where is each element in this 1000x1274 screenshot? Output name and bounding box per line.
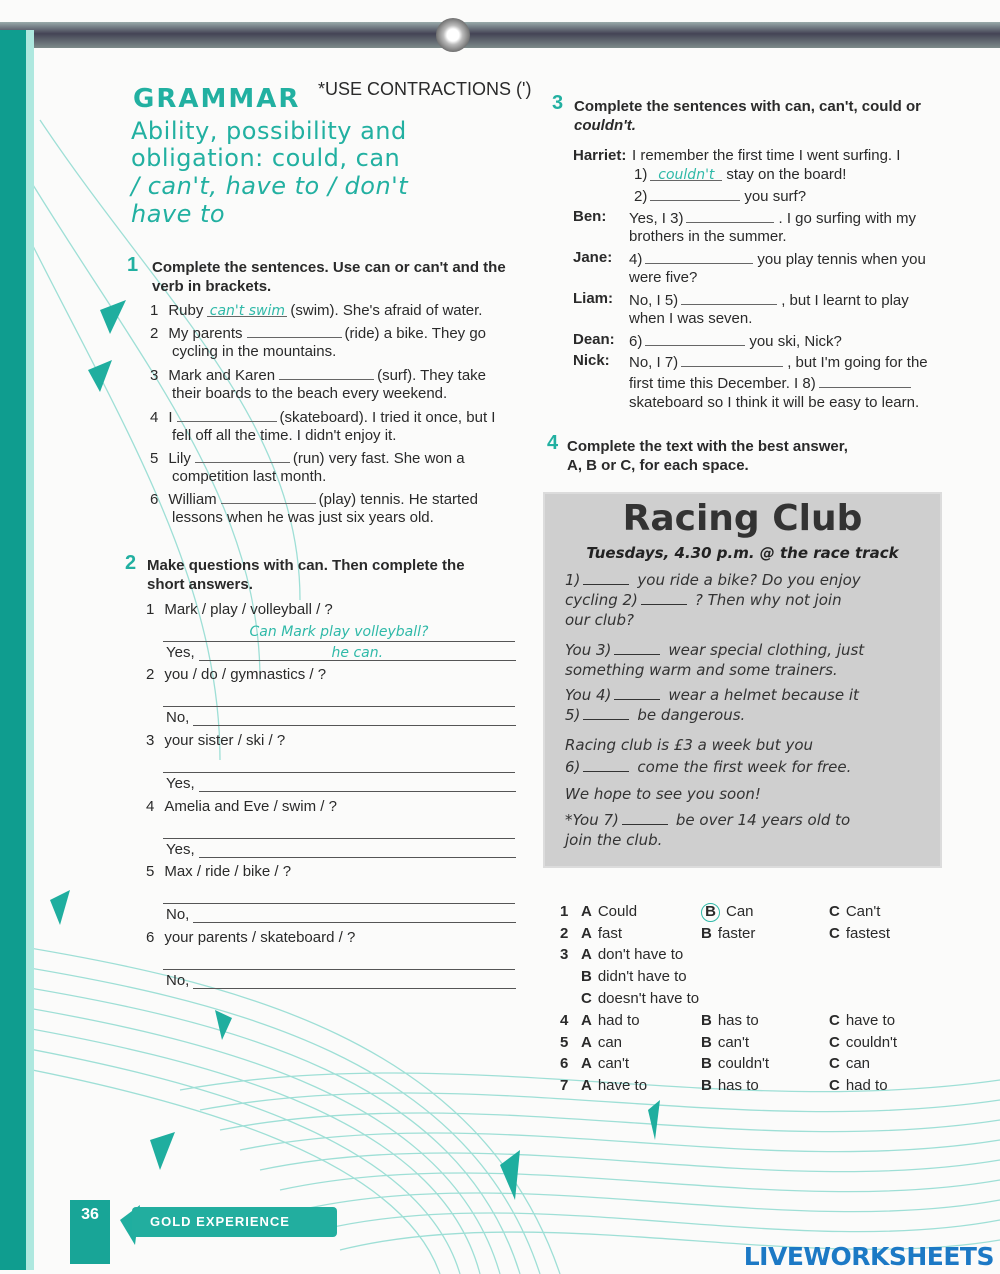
box-line xyxy=(565,828,665,852)
option-letter: B xyxy=(701,1077,712,1094)
option-letter: A xyxy=(581,1012,592,1029)
option-a[interactable] xyxy=(581,946,683,963)
answer-blank[interactable] xyxy=(681,351,783,367)
option-a[interactable] xyxy=(581,1012,640,1029)
item-text: (skateboard). I tried it once, but I xyxy=(279,409,496,426)
dialogue-line xyxy=(629,227,790,247)
option-b[interactable] xyxy=(701,1034,749,1051)
dialogue-text: were five? xyxy=(629,269,698,286)
option-b[interactable] xyxy=(701,1012,759,1029)
item-continuation: cycling in the mountains. xyxy=(172,343,337,360)
box-text-part: *You 7) xyxy=(565,811,619,829)
box-line xyxy=(565,658,841,682)
dialogue-line xyxy=(629,330,842,352)
instruction-line: Complete the sentences. Use can or can't and the xyxy=(152,259,506,276)
racing-club-box xyxy=(545,494,940,866)
option-a[interactable] xyxy=(581,925,622,942)
box-text-part: 5) xyxy=(565,706,581,724)
prompt-text: Max / ride / bike / ? xyxy=(164,863,292,880)
dialogue-line xyxy=(634,185,806,207)
dialogue-text: 2) xyxy=(634,188,648,205)
answer-blank[interactable] xyxy=(195,447,290,463)
dialogue-line xyxy=(629,309,755,329)
option-c[interactable] xyxy=(829,1055,870,1072)
option-letter: A xyxy=(581,1034,592,1051)
option-text: has to xyxy=(717,1077,759,1094)
answer-blank[interactable] xyxy=(645,330,745,346)
short-answer-row xyxy=(166,643,516,663)
short-answer-line[interactable] xyxy=(193,905,516,923)
dialogue-text: stay on the board! xyxy=(726,166,847,183)
question-answer-line[interactable] xyxy=(163,820,515,839)
item-number: 2 xyxy=(150,325,159,342)
item-text: William xyxy=(168,491,217,508)
short-prefix: No, xyxy=(166,972,190,989)
dialogue-text: first time this December. I 8) xyxy=(629,375,816,392)
option-letter: C xyxy=(829,1055,840,1072)
option-b[interactable] xyxy=(701,1077,759,1094)
box-text-part: something warm and some trainers. xyxy=(565,661,838,679)
short-answer-line[interactable] xyxy=(199,840,516,858)
box-text-part: cycling 2) xyxy=(565,591,638,609)
question-prompt xyxy=(146,665,326,685)
option-c[interactable] xyxy=(581,990,699,1007)
short-answer-line[interactable] xyxy=(199,774,516,792)
option-text: fastest xyxy=(845,925,891,942)
left-color-strip-light xyxy=(26,30,34,1270)
question-answer-line[interactable] xyxy=(163,623,515,642)
dialogue-text: brothers in the summer. xyxy=(629,228,787,245)
item-number: 4 xyxy=(146,798,155,815)
subtitle-line: have to xyxy=(131,200,226,228)
box-text-part: Racing club is £3 a week but you xyxy=(565,736,814,754)
dialogue-text: 4) xyxy=(629,251,643,268)
dialogue-text: No, I 7) xyxy=(629,354,679,371)
option-text: can't xyxy=(717,1034,750,1051)
option-text: faster xyxy=(717,925,756,942)
option-letter: B xyxy=(701,1034,712,1051)
box-line xyxy=(565,755,851,779)
item-number: 1 xyxy=(146,601,155,618)
option-letter: C xyxy=(829,925,840,942)
option-a[interactable] xyxy=(581,1077,647,1094)
item-continuation: competition last month. xyxy=(172,468,327,485)
answer-blank[interactable] xyxy=(614,642,660,655)
answer-blank[interactable] xyxy=(614,687,660,700)
short-answer-row xyxy=(166,774,516,794)
item-continuation: fell off all the time. I didn't enjoy it. xyxy=(172,427,397,444)
sentence-item xyxy=(150,447,520,469)
speaker-name: Jane: xyxy=(573,249,613,266)
option-text: Can't xyxy=(845,903,881,920)
box-title: Racing Club xyxy=(622,498,863,539)
dialogue-line xyxy=(629,393,922,413)
option-text: doesn't have to xyxy=(597,990,700,1007)
option-number: 7 xyxy=(560,1077,569,1094)
answer-blank[interactable] xyxy=(650,185,740,201)
dialogue-line xyxy=(629,351,928,373)
option-number: 6 xyxy=(560,1055,569,1072)
exercise-number: 2 xyxy=(125,552,137,574)
dialogue-text: when I was seven. xyxy=(629,310,753,327)
question-answer-line[interactable] xyxy=(163,754,515,773)
option-text: had to xyxy=(845,1077,888,1094)
short-prefix: No, xyxy=(166,906,190,923)
short-answer-row xyxy=(166,971,516,991)
option-c[interactable] xyxy=(829,1077,888,1094)
item-text: My parents xyxy=(168,325,243,342)
dialogue-line xyxy=(629,372,911,394)
option-letter: C xyxy=(829,903,840,920)
instruction-line: Make questions with can. Then complete the xyxy=(147,557,465,574)
item-number: 5 xyxy=(150,450,159,467)
option-b[interactable] xyxy=(701,1055,769,1072)
answer-blank[interactable] xyxy=(221,488,316,504)
answer-blank[interactable] xyxy=(622,812,668,825)
item-text: I xyxy=(168,409,173,426)
option-c[interactable] xyxy=(829,903,880,920)
box-text-part: You 3) xyxy=(565,641,612,659)
item-number: 2 xyxy=(146,666,155,683)
answer-blank[interactable] xyxy=(650,165,722,181)
option-text: can xyxy=(845,1055,871,1072)
answer-blank[interactable] xyxy=(279,364,374,380)
box-text-part: 1) xyxy=(565,571,581,589)
question-prompt xyxy=(146,928,355,948)
option-letter: A xyxy=(581,1077,592,1094)
option-letter: B xyxy=(701,1055,712,1072)
item-number: 6 xyxy=(146,929,155,946)
answer-blank[interactable] xyxy=(641,592,687,605)
grammar-heading: GRAMMAR xyxy=(133,84,301,114)
prompt-text: your parents / skateboard / ? xyxy=(164,929,356,946)
option-c[interactable] xyxy=(829,1012,895,1029)
option-a[interactable] xyxy=(581,903,637,920)
exercise-instruction xyxy=(147,556,507,594)
dialogue-text: skateboard so I think it will be easy to learn. xyxy=(629,394,920,411)
box-text-part: wear special clothing, just xyxy=(668,641,865,659)
question-prompt xyxy=(146,862,291,882)
option-text: don't have to xyxy=(597,946,684,963)
exercise-instruction xyxy=(574,97,954,135)
option-b[interactable] xyxy=(701,925,755,942)
sentence-item xyxy=(150,301,520,321)
speaker-name: Liam: xyxy=(573,290,614,307)
option-text: can't xyxy=(597,1055,630,1072)
option-letter: A xyxy=(581,946,592,963)
box-text-part: ? Then why not join xyxy=(694,591,842,609)
page-number: 36 xyxy=(70,1200,110,1264)
item-text: (surf). They take xyxy=(377,367,487,384)
option-text: couldn't xyxy=(717,1055,770,1072)
item-number: 1 xyxy=(150,302,159,319)
box-text-part: come the first week for free. xyxy=(637,758,852,776)
short-prefix: Yes, xyxy=(166,644,195,661)
option-letter: B xyxy=(701,925,712,942)
exercise-number: 3 xyxy=(552,92,564,114)
speaker-name: Dean: xyxy=(573,331,615,348)
item-number: 6 xyxy=(150,491,159,508)
box-line xyxy=(565,703,745,727)
dialogue-text: , but I'm going for the xyxy=(787,354,928,371)
sentence-item xyxy=(150,364,520,386)
option-text: had to xyxy=(597,1012,640,1029)
instruction-line: Complete the text with the best answer, xyxy=(567,438,848,455)
liveworksheets-logo: LIVEWORKSHEETS xyxy=(743,1242,994,1271)
short-prefix: Yes, xyxy=(166,775,195,792)
sentence-item xyxy=(150,406,520,428)
box-line xyxy=(565,733,816,757)
option-text: have to xyxy=(845,1012,896,1029)
subtitle-line: Ability, possibility and xyxy=(131,117,407,145)
dialogue-line xyxy=(629,289,909,311)
item-number: 4 xyxy=(150,409,159,426)
item-number: 3 xyxy=(150,367,159,384)
option-a[interactable] xyxy=(581,1055,629,1072)
dialogue-line xyxy=(629,268,700,288)
question-answer-line[interactable] xyxy=(163,951,515,970)
answer-text: he can. xyxy=(331,645,384,661)
prompt-text: Amelia and Eve / swim / ? xyxy=(164,798,337,815)
dialogue-text: 6) xyxy=(629,333,643,350)
dialogue-text: you surf? xyxy=(744,188,807,205)
option-text: can xyxy=(597,1034,623,1051)
dialogue-text: you ski, Nick? xyxy=(749,333,842,350)
option-number: 5 xyxy=(560,1034,569,1051)
speaker-name: Ben: xyxy=(573,208,607,225)
option-b[interactable] xyxy=(701,903,754,922)
answer-blank[interactable] xyxy=(681,289,777,305)
instruction-line: verb in brackets. xyxy=(152,278,272,295)
exercise-number: 1 xyxy=(127,254,139,276)
question-prompt xyxy=(146,731,285,751)
option-number: 1 xyxy=(560,903,569,920)
item-text: Ruby xyxy=(168,302,204,319)
question-answer-line[interactable] xyxy=(163,688,515,707)
dialogue-text: No, I 5) xyxy=(629,292,679,309)
dialogue-text: , but I learnt to play xyxy=(781,292,909,309)
answer-text: couldn't xyxy=(658,167,715,183)
short-answer-line[interactable] xyxy=(199,643,516,661)
answer-blank[interactable] xyxy=(177,406,277,422)
option-letter: A xyxy=(581,1055,592,1072)
question-answer-line[interactable] xyxy=(163,885,515,904)
box-text-part: you ride a bike? Do you enjoy xyxy=(637,571,861,589)
dialogue-line xyxy=(632,146,903,166)
dialogue-text: you play tennis when you xyxy=(757,251,926,268)
option-letter: C xyxy=(581,990,592,1007)
answer-blank[interactable] xyxy=(819,372,911,388)
answer-text: Can Mark play volleyball? xyxy=(249,624,429,640)
answer-blank[interactable] xyxy=(686,207,774,223)
short-answer-line[interactable] xyxy=(193,971,516,989)
item-continuation: lessons when he was just six years old. xyxy=(172,509,434,526)
box-subtitle: Tuesdays, 4.30 p.m. @ the race track xyxy=(586,544,899,562)
subtitle-line: obligation: could, can xyxy=(131,144,401,172)
answer-blank[interactable] xyxy=(583,707,629,720)
left-color-strip xyxy=(0,30,26,1270)
box-text-part: You 4) xyxy=(565,686,612,704)
option-letter: A xyxy=(581,925,592,942)
item-text: (swim). She's afraid of water. xyxy=(290,302,483,319)
option-text: didn't have to xyxy=(597,968,687,985)
option-letter: B xyxy=(581,968,592,985)
short-prefix: No, xyxy=(166,709,190,726)
sentence-item xyxy=(150,322,520,344)
box-text-part: We hope to see you soon! xyxy=(565,785,761,803)
instruction-line: Complete the sentences with can, can't, could or xyxy=(574,98,921,115)
option-letter: C xyxy=(829,1077,840,1094)
option-text: Could xyxy=(597,903,638,920)
exercise-number: 4 xyxy=(547,432,559,454)
item-continuation: their boards to the beach every weekend. xyxy=(172,385,448,402)
dialogue-line xyxy=(634,165,846,185)
box-text-part: 6) xyxy=(565,758,581,776)
option-letter: C xyxy=(829,1012,840,1029)
answer-text: can't swim xyxy=(209,303,285,319)
box-text-part: wear a helmet because it xyxy=(668,686,859,704)
option-a[interactable] xyxy=(581,1034,622,1051)
prompt-text: you / do / gymnastics / ? xyxy=(164,666,327,683)
sentence-item xyxy=(150,488,520,510)
short-answer-row xyxy=(166,905,516,925)
box-text-part: be dangerous. xyxy=(637,706,746,724)
speaker-name: Nick: xyxy=(573,352,610,369)
option-c[interactable] xyxy=(829,1034,897,1051)
question-prompt xyxy=(146,600,333,620)
speaker-name: Harriet: xyxy=(573,147,627,164)
option-text: couldn't xyxy=(845,1034,898,1051)
short-prefix: Yes, xyxy=(166,841,195,858)
question-prompt xyxy=(146,797,337,817)
answer-blank[interactable] xyxy=(583,572,629,585)
option-letter: C xyxy=(829,1034,840,1051)
top-binding-bar xyxy=(0,22,1000,48)
box-text-part: join the club. xyxy=(565,831,663,849)
answer-blank[interactable] xyxy=(207,301,287,317)
option-text: have to xyxy=(597,1077,648,1094)
instruction-line: couldn't. xyxy=(574,117,636,134)
option-c[interactable] xyxy=(829,925,890,942)
item-number: 5 xyxy=(146,863,155,880)
option-text: Can xyxy=(726,903,754,920)
box-text-part: our club? xyxy=(565,611,635,629)
option-number: 4 xyxy=(560,1012,569,1029)
box-line xyxy=(565,782,764,806)
book-label: GOLD EXPERIENCE xyxy=(132,1207,337,1237)
option-number: 3 xyxy=(560,946,569,963)
item-number: 3 xyxy=(146,732,155,749)
item-text: (play) tennis. He started xyxy=(318,491,478,508)
answer-blank[interactable] xyxy=(583,759,629,772)
item-text: Mark and Karen xyxy=(168,367,276,384)
exercise-instruction xyxy=(567,437,947,475)
instruction-line: short answers. xyxy=(147,576,253,593)
option-text: has to xyxy=(717,1012,759,1029)
grammar-subtitle xyxy=(131,117,521,228)
answer-blank[interactable] xyxy=(247,322,342,338)
option-letter: B xyxy=(701,903,720,922)
answer-blank[interactable] xyxy=(645,248,753,264)
short-answer-line[interactable] xyxy=(193,708,516,726)
contractions-note: *USE CONTRACTIONS (') xyxy=(318,79,532,99)
dialogue-text: I remember the first time I went surfing. I xyxy=(632,147,901,164)
subtitle-line: / can't, have to / don't xyxy=(131,172,409,200)
dialogue-text: . I go surfing with my xyxy=(778,210,917,227)
prompt-text: your sister / ski / ? xyxy=(164,732,286,749)
exercise-instruction xyxy=(152,258,532,296)
prompt-text: Mark / play / volleyball / ? xyxy=(164,601,333,618)
short-answer-row xyxy=(166,708,516,728)
dialogue-text: 1) xyxy=(634,166,648,183)
instruction-line: A, B or C, for each space. xyxy=(567,457,749,474)
option-letter: A xyxy=(581,903,592,920)
option-b[interactable] xyxy=(581,968,687,985)
binding-ring-icon xyxy=(436,18,470,52)
item-text: (ride) a bike. They go xyxy=(344,325,487,342)
dialogue-line xyxy=(629,248,926,270)
option-text: fast xyxy=(597,925,623,942)
item-text: (run) very fast. She won a xyxy=(292,450,465,467)
box-line xyxy=(565,608,637,632)
option-letter: B xyxy=(701,1012,712,1029)
dialogue-text: Yes, I 3) xyxy=(629,210,684,227)
box-text-part: be over 14 years old to xyxy=(675,811,851,829)
dialogue-line xyxy=(629,207,916,229)
short-answer-row xyxy=(166,840,516,860)
option-number: 2 xyxy=(560,925,569,942)
item-text: Lily xyxy=(168,450,191,467)
